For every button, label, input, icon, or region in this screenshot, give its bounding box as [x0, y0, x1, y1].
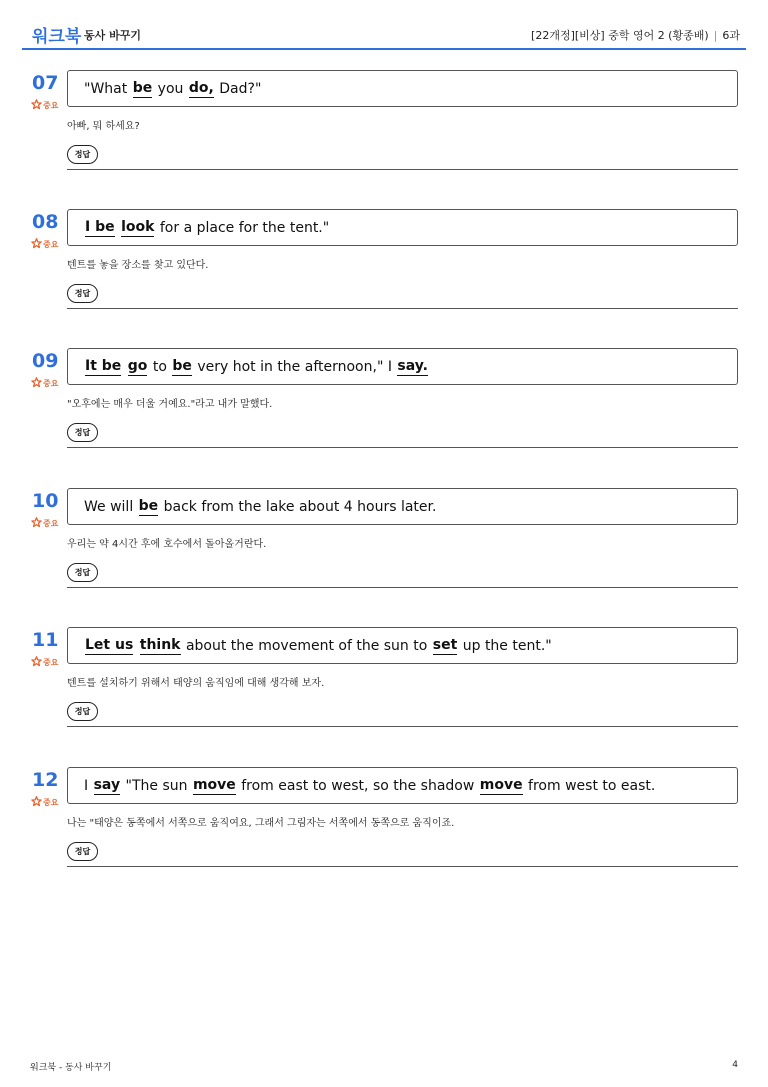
book-title: [22개정][비상] 중학 영어 2 (황종배)	[531, 29, 709, 42]
verb-blank: look	[121, 218, 155, 235]
korean-translation: 나는 "태양은 동쪽에서 서쪽으로 움직여요, 그래서 그림자는 서쪽에서 동쪽으로 움직이죠.	[67, 818, 455, 829]
answer-button[interactable]: 정답	[67, 423, 98, 442]
verb-blank: set	[432, 636, 458, 653]
sentence-text: I	[84, 777, 93, 794]
page-number: 4	[732, 1060, 738, 1070]
important-label: 중요	[43, 658, 59, 667]
divider	[67, 447, 738, 448]
meta-separator: |	[713, 29, 718, 42]
question-item	[0, 70, 768, 180]
star-icon	[31, 796, 42, 809]
question-sentence-box	[67, 209, 738, 246]
question-item	[0, 767, 768, 877]
korean-translation: "오후에는 매우 더울 거예요."라고 내가 말했다.	[67, 399, 273, 410]
verb-blank: It be	[85, 357, 122, 374]
sentence-text	[134, 638, 138, 654]
important-label: 중요	[43, 798, 59, 807]
star-icon	[31, 656, 42, 669]
divider	[67, 169, 738, 170]
important-badge	[31, 99, 58, 112]
sentence-text: for a place for the tent."	[155, 219, 330, 236]
footer-title: 워크북 - 동사 바꾸기	[30, 1063, 112, 1073]
star-icon	[31, 377, 42, 390]
verb-blank: say.	[397, 357, 428, 374]
answer-button[interactable]: 정답	[67, 702, 98, 721]
sentence-text: from east to west, so the shadow	[236, 777, 479, 794]
verb-blank: be	[138, 497, 159, 514]
sentence-text	[122, 359, 126, 375]
answer-button[interactable]: 정답	[67, 145, 98, 164]
divider	[67, 308, 738, 309]
star-icon	[31, 238, 42, 251]
divider	[67, 587, 738, 588]
question-sentence-box	[67, 767, 738, 804]
sentence-text: about the movement of the sun to	[181, 637, 432, 654]
korean-translation: 텐트를 놓을 장소를 찾고 있단다.	[67, 260, 209, 271]
important-badge	[31, 377, 58, 390]
topic-title: 동사 바꾸기	[84, 29, 141, 42]
divider	[67, 726, 738, 727]
question-item	[0, 627, 768, 737]
korean-translation: 텐트를 설치하기 위해서 태양의 움직임에 대해 생각해 보자.	[67, 678, 325, 689]
question-sentence-box	[67, 70, 738, 107]
verb-blank: do,	[188, 79, 214, 96]
verb-blank: be	[132, 79, 153, 96]
important-badge	[31, 238, 58, 251]
divider	[67, 866, 738, 867]
verb-blank: say	[93, 776, 121, 793]
important-label: 중요	[43, 101, 59, 110]
verb-blank: be	[172, 357, 192, 374]
question-number: 07	[32, 72, 59, 94]
sentence-text: to	[148, 358, 172, 375]
verb-blank: move	[479, 776, 523, 793]
important-badge	[31, 656, 58, 669]
sentence-text: you	[153, 80, 188, 97]
question-number: 08	[32, 211, 59, 233]
important-badge	[31, 517, 58, 530]
question-item	[0, 348, 768, 458]
question-sentence-box	[67, 488, 738, 525]
verb-blank: go	[127, 357, 148, 374]
sentence-text: up the tent."	[458, 637, 552, 654]
sentence-text: from west to east.	[523, 777, 656, 794]
verb-blank: think	[139, 636, 181, 653]
important-label: 중요	[43, 240, 59, 249]
book-meta	[531, 27, 740, 43]
korean-translation: 아빠, 뭐 하세요?	[67, 121, 140, 132]
star-icon	[31, 99, 42, 112]
sentence-text: "The sun	[121, 777, 192, 794]
answer-button[interactable]: 정답	[67, 842, 98, 861]
answer-button[interactable]: 정답	[67, 563, 98, 582]
sentence-text: very hot in the afternoon," I	[192, 358, 397, 375]
question-item	[0, 488, 768, 598]
star-icon	[31, 517, 42, 530]
question-number: 11	[32, 629, 59, 651]
question-number: 10	[32, 490, 59, 512]
lesson-label: 6과	[722, 29, 740, 42]
sentence-text: "What	[84, 80, 132, 97]
page-header	[22, 0, 746, 50]
sentence-text: Dad?"	[214, 80, 262, 97]
question-item	[0, 209, 768, 319]
important-label: 중요	[43, 379, 59, 388]
question-number: 09	[32, 350, 59, 372]
important-badge	[31, 796, 58, 809]
workbook-brand: 워크북	[32, 27, 82, 47]
sentence-text	[116, 220, 120, 236]
question-sentence-box	[67, 627, 738, 664]
question-number: 12	[32, 769, 59, 791]
sentence-text: back from the lake about 4 hours later.	[159, 498, 437, 515]
sentence-text: We will	[84, 498, 138, 515]
important-label: 중요	[43, 519, 59, 528]
answer-button[interactable]: 정답	[67, 284, 98, 303]
korean-translation: 우리는 약 4시간 후에 호수에서 돌아올거란다.	[67, 539, 267, 550]
verb-blank: Let us	[85, 636, 134, 653]
verb-blank: I be	[85, 218, 115, 235]
question-sentence-box	[67, 348, 738, 385]
verb-blank: move	[192, 776, 236, 793]
